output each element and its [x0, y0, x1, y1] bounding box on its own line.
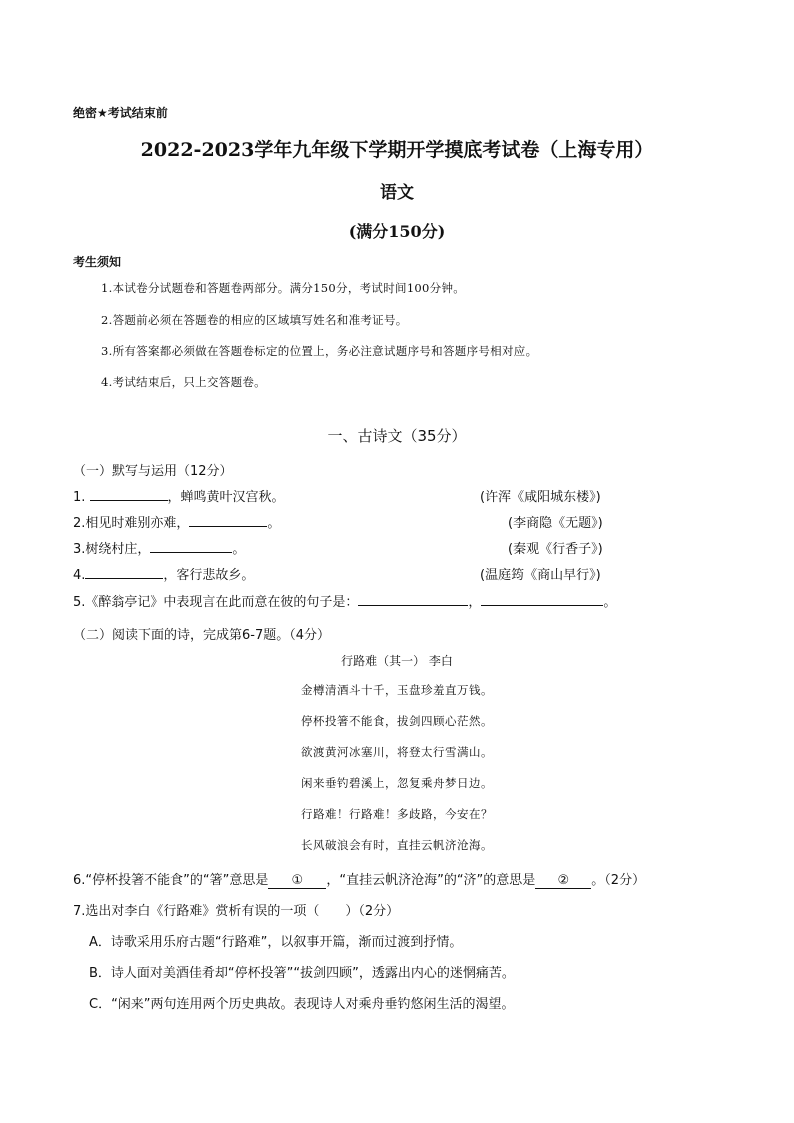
- option-b[interactable]: B．诗人面对美酒佳肴却“停杯投箸”“拔剑四顾”，透露出内心的迷惘痛苦。: [89, 966, 515, 981]
- q4-suffix: ，客行悲故乡。: [163, 568, 255, 583]
- answer-blank[interactable]: [90, 486, 168, 501]
- question-4: [73, 564, 254, 583]
- q5-suffix: 。: [603, 595, 617, 610]
- poem-line: 长风破浪会有时，直挂云帆济沧海。: [301, 838, 493, 852]
- q2-prefix: 2.相见时难别亦难，: [73, 516, 190, 531]
- question-5: [73, 591, 616, 610]
- q1-suffix: ，蝉鸣黄叶汉宫秋。: [167, 490, 285, 505]
- q5-mid: ，: [468, 595, 482, 610]
- question-6: [73, 869, 645, 889]
- answer-blank-1[interactable]: ①: [268, 873, 326, 889]
- poem-line: 金樽清酒斗十千，玉盘珍羞直万钱。: [301, 683, 493, 697]
- answer-blank-2[interactable]: ②: [535, 873, 591, 889]
- section-title: 一、古诗文（35分）: [327, 427, 467, 445]
- q3-suffix: 。: [232, 542, 246, 557]
- confidential-label: 绝密★考试结束前: [73, 106, 168, 120]
- option-c[interactable]: C．“闲来”两句连用两个历史典故。表现诗人对乘舟垂钓悠闲生活的渴望。: [89, 997, 515, 1012]
- notice-item: 4.考试结束后，只上交答题卷。: [101, 375, 266, 389]
- part-title: （二）阅读下面的诗，完成第6-7题。（4分）: [73, 628, 331, 643]
- poem-line: 行路难！行路难！多歧路，今安在？: [301, 807, 493, 821]
- notice-item: 2.答题前必须在答题卷的相应的区域填写姓名和准考证号。: [101, 313, 408, 327]
- option-a[interactable]: A．诗歌采用乐府古题“行路难”，以叙事开篇，渐而过渡到抒情。: [89, 935, 463, 950]
- question-7: 7.选出对李白《行路难》赏析有误的一项（ ）（2分）: [73, 904, 400, 919]
- answer-blank[interactable]: [85, 564, 163, 579]
- answer-blank[interactable]: [150, 538, 232, 553]
- question-2: [73, 512, 280, 531]
- q2-source: (李商隐《无题》): [508, 516, 603, 531]
- notice-item: 1.本试卷分试题卷和答题卷两部分。满分150分，考试时间100分钟。: [101, 281, 466, 295]
- q6-text: ，“直挂云帆济沧海”的“济”的意思是: [326, 873, 536, 888]
- question-1: [73, 486, 285, 505]
- subject-title: 语文: [380, 183, 414, 203]
- q4-prefix: 4.: [73, 568, 86, 583]
- answer-blank[interactable]: [358, 591, 468, 606]
- q3-source: (秦观《行香子》): [508, 542, 603, 557]
- q1-source: (许浑《咸阳城东楼》): [480, 490, 601, 505]
- notice-heading: 考生须知: [73, 255, 122, 269]
- answer-blank[interactable]: [189, 512, 267, 527]
- q6-text: 。（2分）: [591, 873, 646, 888]
- full-score: (满分150分): [348, 222, 446, 241]
- answer-blank[interactable]: [481, 591, 603, 606]
- q6-text: 6.“停杯投箸不能食”的“箸”意思是: [73, 873, 269, 888]
- poem-title: 行路难（其一） 李白: [341, 654, 453, 668]
- q5-prefix: 5.《醉翁亭记》中表现言在此而意在彼的句子是：: [73, 595, 359, 610]
- q4-source: (温庭筠《商山早行》): [480, 568, 601, 583]
- notice-item: 3.所有答案都必须做在答题卷标定的位置上，务必注意试题序号和答题序号相对应。: [101, 344, 538, 358]
- poem-line: 闲来垂钓碧溪上，忽复乘舟梦日边。: [301, 776, 493, 790]
- poem-line: 停杯投箸不能食，拔剑四顾心茫然。: [301, 714, 493, 728]
- poem-line: 欲渡黄河冰塞川，将登太行雪满山。: [301, 745, 493, 759]
- q2-suffix: 。: [267, 516, 281, 531]
- q1-prefix: 1.: [73, 490, 90, 505]
- part-title: （一）默写与运用（12分）: [73, 464, 233, 479]
- question-3: [73, 538, 245, 557]
- exam-title: 2022-2023学年九年级下学期开学摸底考试卷（上海专用）: [140, 139, 654, 161]
- q3-prefix: 3.树绕村庄，: [73, 542, 151, 557]
